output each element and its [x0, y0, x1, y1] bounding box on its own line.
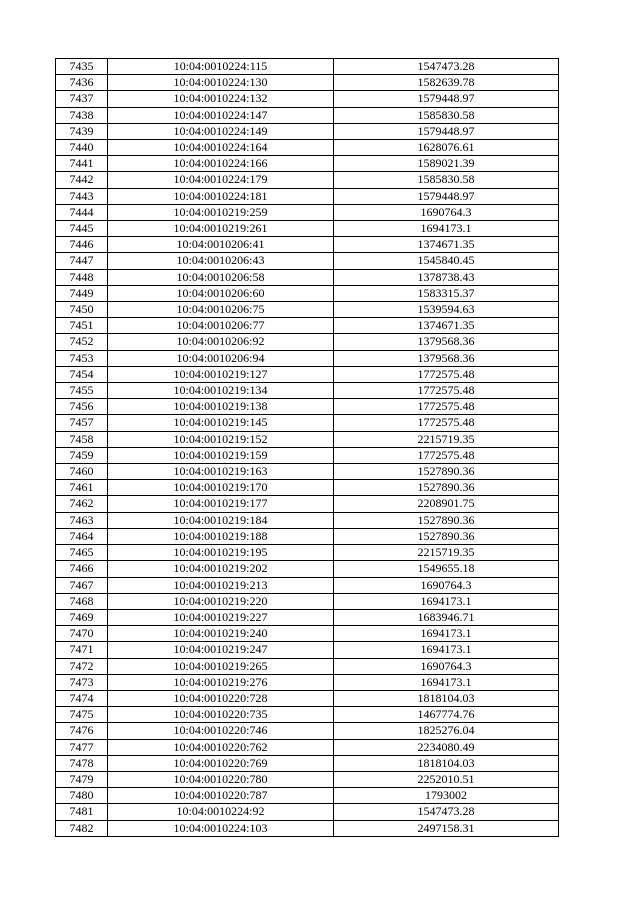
table-row — [56, 107, 559, 123]
value-cell: 1825276.04 — [334, 723, 559, 739]
cadastral-number-cell: 10:04:0010220:769 — [108, 755, 334, 771]
value-cell: 1379568.36 — [334, 350, 559, 366]
cadastral-number-cell: 10:04:0010206:94 — [108, 350, 334, 366]
cadastral-value-table — [55, 58, 559, 837]
table-row — [56, 59, 559, 75]
table-row — [56, 545, 559, 561]
table-row — [56, 399, 559, 415]
row-number-cell: 7452 — [56, 334, 108, 350]
table-row — [56, 447, 559, 463]
row-number-cell: 7459 — [56, 447, 108, 463]
table-row — [56, 285, 559, 301]
value-cell: 1772575.48 — [334, 447, 559, 463]
row-number-cell: 7437 — [56, 91, 108, 107]
value-cell: 1545840.45 — [334, 253, 559, 269]
value-cell: 1585830.58 — [334, 107, 559, 123]
table-row — [56, 674, 559, 690]
row-number-cell: 7477 — [56, 739, 108, 755]
table-row — [56, 771, 559, 787]
table-row — [56, 350, 559, 366]
table-row — [56, 755, 559, 771]
table-row — [56, 609, 559, 625]
row-number-cell: 7462 — [56, 496, 108, 512]
cadastral-number-cell: 10:04:0010219:177 — [108, 496, 334, 512]
value-cell: 1527890.36 — [334, 480, 559, 496]
cadastral-number-cell: 10:04:0010224:181 — [108, 188, 334, 204]
cadastral-number-cell: 10:04:0010224:166 — [108, 156, 334, 172]
value-cell: 1527890.36 — [334, 464, 559, 480]
table-row — [56, 626, 559, 642]
cadastral-number-cell: 10:04:0010220:735 — [108, 707, 334, 723]
row-number-cell: 7481 — [56, 804, 108, 820]
value-cell: 1694173.1 — [334, 626, 559, 642]
cadastral-number-cell: 10:04:0010219:138 — [108, 399, 334, 415]
document-page — [55, 58, 558, 837]
table-row — [56, 496, 559, 512]
value-cell: 1772575.48 — [334, 415, 559, 431]
table-row — [56, 366, 559, 382]
table-row — [56, 431, 559, 447]
value-cell: 1818104.03 — [334, 690, 559, 706]
value-cell: 1772575.48 — [334, 366, 559, 382]
row-number-cell: 7479 — [56, 771, 108, 787]
cadastral-number-cell: 10:04:0010219:170 — [108, 480, 334, 496]
table-row — [56, 172, 559, 188]
table-body — [56, 59, 559, 837]
cadastral-number-cell: 10:04:0010219:240 — [108, 626, 334, 642]
cadastral-number-cell: 10:04:0010224:164 — [108, 140, 334, 156]
value-cell: 1772575.48 — [334, 399, 559, 415]
row-number-cell: 7458 — [56, 431, 108, 447]
value-cell: 1579448.97 — [334, 123, 559, 139]
table-row — [56, 820, 559, 836]
value-cell: 2252010.51 — [334, 771, 559, 787]
cadastral-number-cell: 10:04:0010220:762 — [108, 739, 334, 755]
cadastral-number-cell: 10:04:0010219:276 — [108, 674, 334, 690]
cadastral-number-cell: 10:04:0010219:159 — [108, 447, 334, 463]
value-cell: 1579448.97 — [334, 91, 559, 107]
cadastral-number-cell: 10:04:0010206:43 — [108, 253, 334, 269]
row-number-cell: 7438 — [56, 107, 108, 123]
table-row — [56, 642, 559, 658]
cadastral-number-cell: 10:04:0010206:92 — [108, 334, 334, 350]
cadastral-number-cell: 10:04:0010219:220 — [108, 593, 334, 609]
cadastral-number-cell: 10:04:0010224:149 — [108, 123, 334, 139]
table-row — [56, 658, 559, 674]
cadastral-number-cell: 10:04:0010219:247 — [108, 642, 334, 658]
table-row — [56, 204, 559, 220]
row-number-cell: 7457 — [56, 415, 108, 431]
cadastral-number-cell: 10:04:0010219:134 — [108, 383, 334, 399]
table-row — [56, 318, 559, 334]
table-row — [56, 739, 559, 755]
row-number-cell: 7449 — [56, 285, 108, 301]
row-number-cell: 7456 — [56, 399, 108, 415]
row-number-cell: 7464 — [56, 528, 108, 544]
row-number-cell: 7467 — [56, 577, 108, 593]
row-number-cell: 7475 — [56, 707, 108, 723]
row-number-cell: 7469 — [56, 609, 108, 625]
value-cell: 1547473.28 — [334, 804, 559, 820]
row-number-cell: 7436 — [56, 75, 108, 91]
value-cell: 1527890.36 — [334, 528, 559, 544]
row-number-cell: 7476 — [56, 723, 108, 739]
row-number-cell: 7473 — [56, 674, 108, 690]
table-row — [56, 804, 559, 820]
table-row — [56, 188, 559, 204]
value-cell: 1539594.63 — [334, 302, 559, 318]
table-row — [56, 464, 559, 480]
value-cell: 1694173.1 — [334, 221, 559, 237]
cadastral-number-cell: 10:04:0010219:184 — [108, 512, 334, 528]
value-cell: 1582639.78 — [334, 75, 559, 91]
table-row — [56, 415, 559, 431]
value-cell: 1793002 — [334, 788, 559, 804]
row-number-cell: 7446 — [56, 237, 108, 253]
table-row — [56, 269, 559, 285]
value-cell: 1628076.61 — [334, 140, 559, 156]
cadastral-number-cell: 10:04:0010206:60 — [108, 285, 334, 301]
row-number-cell: 7435 — [56, 59, 108, 75]
value-cell: 1379568.36 — [334, 334, 559, 350]
value-cell: 1579448.97 — [334, 188, 559, 204]
row-number-cell: 7460 — [56, 464, 108, 480]
row-number-cell: 7454 — [56, 366, 108, 382]
cadastral-number-cell: 10:04:0010219:202 — [108, 561, 334, 577]
row-number-cell: 7448 — [56, 269, 108, 285]
value-cell: 1378738.43 — [334, 269, 559, 285]
table-row — [56, 140, 559, 156]
cadastral-number-cell: 10:04:0010219:127 — [108, 366, 334, 382]
value-cell: 1547473.28 — [334, 59, 559, 75]
cadastral-number-cell: 10:04:0010220:728 — [108, 690, 334, 706]
row-number-cell: 7463 — [56, 512, 108, 528]
cadastral-number-cell: 10:04:0010224:103 — [108, 820, 334, 836]
value-cell: 1549655.18 — [334, 561, 559, 577]
row-number-cell: 7445 — [56, 221, 108, 237]
cadastral-number-cell: 10:04:0010206:77 — [108, 318, 334, 334]
value-cell: 1583315.37 — [334, 285, 559, 301]
row-number-cell: 7465 — [56, 545, 108, 561]
table-row — [56, 302, 559, 318]
cadastral-number-cell: 10:04:0010206:41 — [108, 237, 334, 253]
table-row — [56, 723, 559, 739]
value-cell: 1772575.48 — [334, 383, 559, 399]
row-number-cell: 7447 — [56, 253, 108, 269]
cadastral-number-cell: 10:04:0010224:179 — [108, 172, 334, 188]
row-number-cell: 7443 — [56, 188, 108, 204]
row-number-cell: 7439 — [56, 123, 108, 139]
row-number-cell: 7442 — [56, 172, 108, 188]
value-cell: 2215719.35 — [334, 431, 559, 447]
table-row — [56, 75, 559, 91]
cadastral-number-cell: 10:04:0010219:145 — [108, 415, 334, 431]
cadastral-number-cell: 10:04:0010219:261 — [108, 221, 334, 237]
value-cell: 2215719.35 — [334, 545, 559, 561]
row-number-cell: 7482 — [56, 820, 108, 836]
row-number-cell: 7441 — [56, 156, 108, 172]
value-cell: 1374671.35 — [334, 318, 559, 334]
value-cell: 1690764.3 — [334, 577, 559, 593]
table-row — [56, 593, 559, 609]
table-row — [56, 528, 559, 544]
table-row — [56, 334, 559, 350]
cadastral-number-cell: 10:04:0010219:259 — [108, 204, 334, 220]
table-row — [56, 577, 559, 593]
cadastral-number-cell: 10:04:0010220:780 — [108, 771, 334, 787]
cadastral-number-cell: 10:04:0010219:188 — [108, 528, 334, 544]
value-cell: 1683946.71 — [334, 609, 559, 625]
row-number-cell: 7444 — [56, 204, 108, 220]
value-cell: 1818104.03 — [334, 755, 559, 771]
value-cell: 1589021.39 — [334, 156, 559, 172]
value-cell: 1527890.36 — [334, 512, 559, 528]
table-row — [56, 707, 559, 723]
row-number-cell: 7470 — [56, 626, 108, 642]
cadastral-number-cell: 10:04:0010224:115 — [108, 59, 334, 75]
table-row — [56, 383, 559, 399]
value-cell: 1694173.1 — [334, 593, 559, 609]
table-row — [56, 237, 559, 253]
value-cell: 1694173.1 — [334, 674, 559, 690]
cadastral-number-cell: 10:04:0010219:152 — [108, 431, 334, 447]
table-row — [56, 123, 559, 139]
table-row — [56, 221, 559, 237]
row-number-cell: 7478 — [56, 755, 108, 771]
cadastral-number-cell: 10:04:0010206:75 — [108, 302, 334, 318]
value-cell: 1690764.3 — [334, 658, 559, 674]
value-cell: 2497158.31 — [334, 820, 559, 836]
cadastral-number-cell: 10:04:0010206:58 — [108, 269, 334, 285]
cadastral-number-cell: 10:04:0010224:130 — [108, 75, 334, 91]
row-number-cell: 7480 — [56, 788, 108, 804]
table-row — [56, 91, 559, 107]
cadastral-number-cell: 10:04:0010219:227 — [108, 609, 334, 625]
cadastral-number-cell: 10:04:0010219:265 — [108, 658, 334, 674]
cadastral-number-cell: 10:04:0010220:787 — [108, 788, 334, 804]
value-cell: 2234080.49 — [334, 739, 559, 755]
cadastral-number-cell: 10:04:0010219:195 — [108, 545, 334, 561]
value-cell: 1694173.1 — [334, 642, 559, 658]
row-number-cell: 7461 — [56, 480, 108, 496]
row-number-cell: 7451 — [56, 318, 108, 334]
table-row — [56, 512, 559, 528]
cadastral-number-cell: 10:04:0010224:92 — [108, 804, 334, 820]
row-number-cell: 7474 — [56, 690, 108, 706]
value-cell: 1374671.35 — [334, 237, 559, 253]
table-row — [56, 561, 559, 577]
table-row — [56, 156, 559, 172]
cadastral-number-cell: 10:04:0010219:163 — [108, 464, 334, 480]
table-row — [56, 480, 559, 496]
row-number-cell: 7471 — [56, 642, 108, 658]
table-row — [56, 690, 559, 706]
cadastral-number-cell: 10:04:0010224:147 — [108, 107, 334, 123]
value-cell: 1690764.3 — [334, 204, 559, 220]
row-number-cell: 7468 — [56, 593, 108, 609]
value-cell: 1467774.76 — [334, 707, 559, 723]
table-row — [56, 253, 559, 269]
value-cell: 1585830.58 — [334, 172, 559, 188]
row-number-cell: 7450 — [56, 302, 108, 318]
row-number-cell: 7472 — [56, 658, 108, 674]
value-cell: 2208901.75 — [334, 496, 559, 512]
cadastral-number-cell: 10:04:0010220:746 — [108, 723, 334, 739]
row-number-cell: 7453 — [56, 350, 108, 366]
row-number-cell: 7440 — [56, 140, 108, 156]
row-number-cell: 7466 — [56, 561, 108, 577]
row-number-cell: 7455 — [56, 383, 108, 399]
table-row — [56, 788, 559, 804]
cadastral-number-cell: 10:04:0010224:132 — [108, 91, 334, 107]
cadastral-number-cell: 10:04:0010219:213 — [108, 577, 334, 593]
